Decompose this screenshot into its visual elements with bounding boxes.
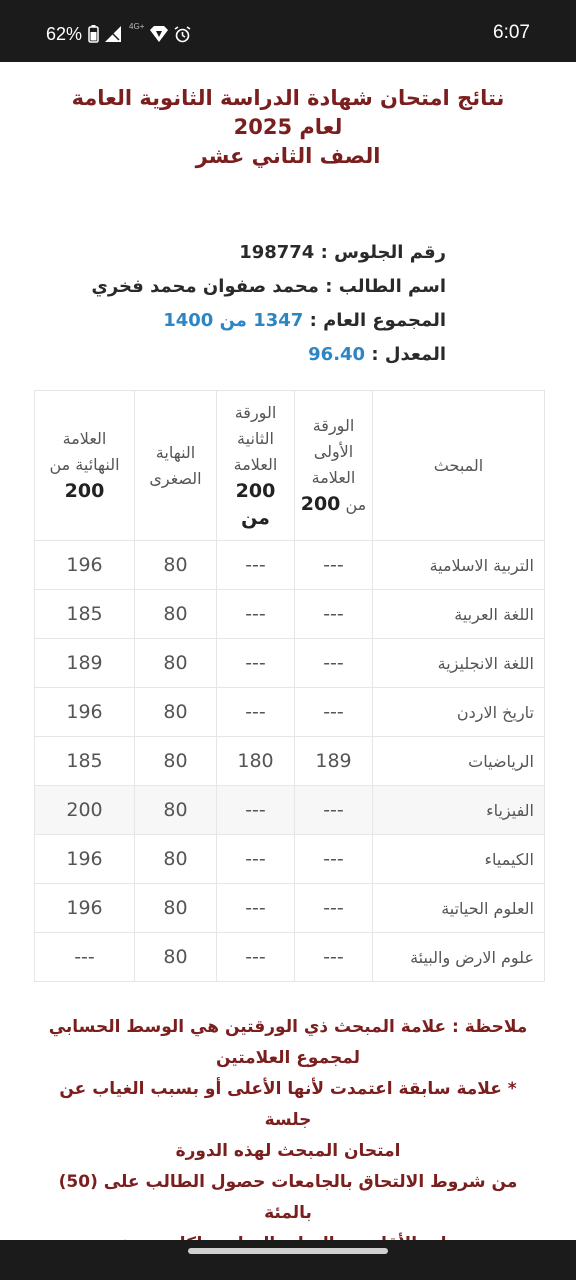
table-row [35, 688, 545, 737]
note-line-2: لمجموع العلامتين [215, 1048, 361, 1068]
paper-2-cell: --- [217, 933, 295, 982]
alarm-icon [174, 26, 191, 43]
navigation-bar [0, 1240, 576, 1280]
table-row [35, 884, 545, 933]
min-mark-cell: 80 [135, 835, 217, 884]
paper-2-cell: --- [217, 884, 295, 933]
status-bar [0, 0, 576, 62]
subject-cell: اللغة الانجليزية [373, 639, 545, 688]
title-line-1: نتائج امتحان شهادة الدراسة الثانوية العامة [71, 86, 505, 110]
min-mark-cell: 80 [135, 737, 217, 786]
total-row [60, 304, 446, 338]
final-mark-cell: 185 [35, 590, 135, 639]
note-line-4: امتحان المبحث لهذه الدورة [175, 1141, 401, 1161]
grades-table [34, 390, 545, 982]
total-label: المجموع العام : [309, 310, 446, 331]
paper-2-cell: 180 [217, 737, 295, 786]
seat-number-row [60, 236, 446, 270]
home-gesture-handle[interactable] [188, 1248, 388, 1254]
table-row [35, 639, 545, 688]
min-mark-cell: 80 [135, 688, 217, 737]
subject-cell: الكيمياء [373, 835, 545, 884]
min-mark-cell: 80 [135, 590, 217, 639]
paper-2-cell: --- [217, 688, 295, 737]
subject-cell: تاريخ الاردن [373, 688, 545, 737]
header-paper-1: الورقة الأولى العلامة من 200 [295, 391, 373, 541]
student-name-label: اسم الطالب : [325, 276, 446, 297]
note-line-3: * علامة سابقة اعتمدت لأنها الأعلى أو بسبب الغياب عن جلسة [59, 1079, 517, 1130]
subject-cell: اللغة العربية [373, 590, 545, 639]
paper-1-cell: --- [295, 884, 373, 933]
final-mark-cell: 196 [35, 688, 135, 737]
average-value: 96.40 [308, 344, 366, 365]
min-mark-cell: 80 [135, 786, 217, 835]
battery-percent: 62% [46, 23, 83, 44]
header-min-mark: النهاية الصغرى [135, 391, 217, 541]
final-mark-cell: 189 [35, 639, 135, 688]
min-mark-cell: 80 [135, 639, 217, 688]
status-left [46, 22, 191, 46]
table-row [35, 786, 545, 835]
student-info [60, 236, 446, 372]
paper-1-cell: --- [295, 590, 373, 639]
paper-1-cell: --- [295, 835, 373, 884]
header-final-mark: العلامة النهائية من 200 [35, 391, 135, 541]
total-value: 1347 من 1400 [163, 310, 304, 331]
subject-cell: الفيزياء [373, 786, 545, 835]
subject-cell: العلوم الحياتية [373, 884, 545, 933]
average-label: المعدل : [371, 344, 446, 365]
paper-2-cell: --- [217, 541, 295, 590]
table-row [35, 590, 545, 639]
paper-2-cell: --- [217, 835, 295, 884]
min-mark-cell: 80 [135, 541, 217, 590]
title-line-2: لعام 2025 [233, 115, 343, 139]
average-row [60, 338, 446, 372]
table-header-row [35, 391, 545, 541]
paper-2-cell: --- [217, 786, 295, 835]
table-row [35, 541, 545, 590]
results-page [0, 62, 576, 1240]
table-row [35, 835, 545, 884]
page-title [60, 84, 516, 171]
subject-cell: الرياضيات [373, 737, 545, 786]
min-mark-cell: 80 [135, 884, 217, 933]
note-line-5: من شروط الالتحاق بالجامعات حصول الطالب على (50) بالمئة [58, 1172, 518, 1223]
seat-number-label: رقم الجلوس : [320, 242, 446, 263]
title-line-3: الصف الثاني عشر [195, 144, 381, 168]
paper-1-cell: --- [295, 688, 373, 737]
paper-1-cell: --- [295, 639, 373, 688]
subject-cell: علوم الارض والبيئة [373, 933, 545, 982]
paper-2-cell: --- [217, 590, 295, 639]
paper-1-cell: --- [295, 786, 373, 835]
seat-number-value: 198774 [239, 242, 315, 263]
signal-icon [105, 26, 123, 42]
subject-cell: التربية الاسلامية [373, 541, 545, 590]
table-row [35, 933, 545, 982]
final-mark-cell: 200 [35, 786, 135, 835]
clock: 6:07 [493, 22, 530, 43]
battery-icon [88, 25, 99, 43]
notes [36, 1012, 540, 1260]
data-saver-icon [150, 26, 168, 42]
min-mark-cell: 80 [135, 933, 217, 982]
note-line-1: ملاحظة : علامة المبحث ذي الورقتين هي الوسط الحسابي [48, 1017, 528, 1037]
paper-1-cell: 189 [295, 737, 373, 786]
paper-2-cell: --- [217, 639, 295, 688]
final-mark-cell: 196 [35, 835, 135, 884]
table-row [35, 737, 545, 786]
network-type: 4G+ [129, 21, 145, 31]
header-subject: المبحث [373, 391, 545, 541]
paper-1-cell: --- [295, 541, 373, 590]
paper-1-cell: --- [295, 933, 373, 982]
final-mark-cell: 185 [35, 737, 135, 786]
student-name-value: محمد صفوان محمد فخري [91, 276, 319, 297]
final-mark-cell: 196 [35, 541, 135, 590]
final-mark-cell: --- [35, 933, 135, 982]
student-name-row [60, 270, 446, 304]
final-mark-cell: 196 [35, 884, 135, 933]
header-paper-2: الورقة الثانية العلامة 200 من [217, 391, 295, 541]
